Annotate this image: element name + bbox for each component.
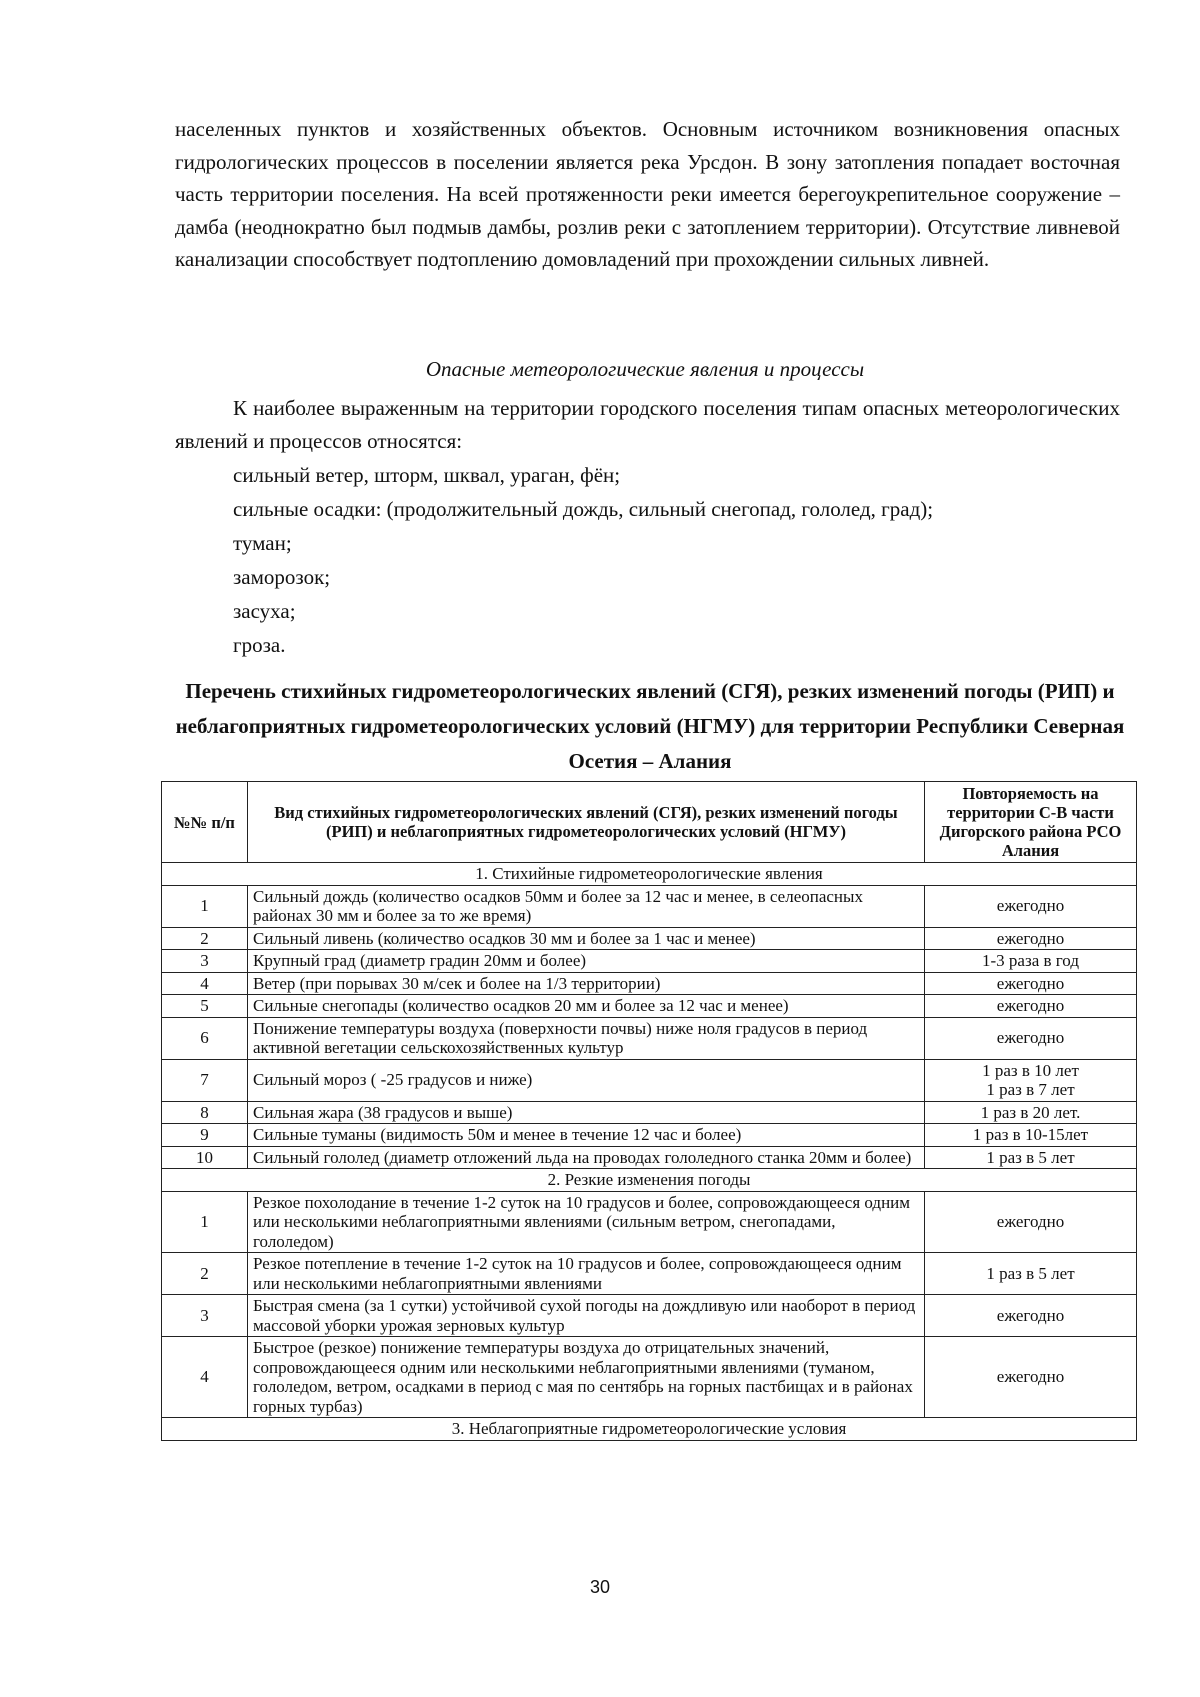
row-description: Быстрое (резкое) понижение температуры воздуха до отрицательных значений, сопровождающееся одним или несколькими неблагоприятными явлениями (туманом, гололедом, ветром, осадками в период с мая по сентябрь на горных пастбищах и в районах горных турбаз) (248, 1337, 925, 1418)
column-header-frequency: Повторяемость на территории С-В части Дигорского района РСО Алания (925, 782, 1137, 863)
row-description: Сильный гололед (диаметр отложений льда на проводах гололедного станка 20мм и более) (248, 1146, 925, 1169)
row-frequency: ежегодно (925, 1017, 1137, 1059)
row-number: 1 (162, 1191, 248, 1253)
table-section-row (162, 1418, 1137, 1441)
table-row (162, 1017, 1137, 1059)
table-row (162, 1191, 1137, 1253)
row-description: Ветер (при порывах 30 м/сек и более на 1/3 территории) (248, 972, 925, 995)
table-row (162, 1101, 1137, 1124)
row-frequency (925, 1059, 1137, 1101)
row-description: Понижение температуры воздуха (поверхности почвы) ниже ноля градусов в период активной вегетации сельскохозяйственных культур (248, 1017, 925, 1059)
hazards-table (161, 781, 1137, 1441)
list-item: сильный ветер, шторм, шквал, ураган, фён; (233, 463, 621, 487)
row-frequency: 1 раз в 5 лет (925, 1146, 1137, 1169)
row-frequency: ежегодно (925, 995, 1137, 1018)
table-section-row (162, 863, 1137, 886)
row-description: Резкое похолодание в течение 1-2 суток на 10 градусов и более, сопровождающееся одним или несколькими неблагоприятными явлениями (сильным ветром, снегопадами, гололедом) (248, 1191, 925, 1253)
row-frequency: ежегодно (925, 972, 1137, 995)
list-item: заморозок; (233, 565, 331, 589)
table-row (162, 1146, 1137, 1169)
hazard-list (233, 458, 933, 662)
row-frequency: ежегодно (925, 1337, 1137, 1418)
table-section-row (162, 1169, 1137, 1192)
list-item: туман; (233, 531, 292, 555)
table-row (162, 995, 1137, 1018)
row-number: 2 (162, 927, 248, 950)
row-number: 6 (162, 1017, 248, 1059)
table-row (162, 972, 1137, 995)
list-item: засуха; (233, 599, 296, 623)
row-description: Резкое потепление в течение 1-2 суток на 10 градусов и более, сопровождающееся одним или несколькими неблагоприятными явлениями (248, 1253, 925, 1295)
section-label: 1. Стихийные гидрометеорологические явления (162, 863, 1137, 886)
body-paragraph: населенных пунктов и хозяйственных объектов. Основным источником возникновения опасных гидрологических процессов в поселении является река Урсдон. В зону затопления попадает восточная часть территории поселения. На всей протяженности реки имеется берегоукрепительное сооружение – дамба (неоднократно был подмыв дамбы, розлив реки с затоплением территории). Отсутствие ливневой канализации способствует подтоплению домовладений при прохождении сильных ливней. (175, 117, 1120, 271)
column-header-number: №№ п/п (162, 782, 248, 863)
row-number: 10 (162, 1146, 248, 1169)
row-description: Сильный мороз ( -25 градусов и ниже) (248, 1059, 925, 1101)
row-frequency: 1 раз в 10-15лет (925, 1124, 1137, 1147)
row-description: Сильная жара (38 градусов и выше) (248, 1101, 925, 1124)
row-frequency: ежегодно (925, 1295, 1137, 1337)
row-number: 4 (162, 972, 248, 995)
row-frequency: ежегодно (925, 1191, 1137, 1253)
row-number: 2 (162, 1253, 248, 1295)
row-description: Быстрая смена (за 1 сутки) устойчивой сухой погоды на дождливую или наоборот в период массовой уборки урожая зерновых культур (248, 1295, 925, 1337)
row-number: 5 (162, 995, 248, 1018)
table-row (162, 1059, 1137, 1101)
table-row (162, 927, 1137, 950)
table-row (162, 1124, 1137, 1147)
table-row (162, 885, 1137, 927)
section-label: 3. Неблагоприятные гидрометеорологические условия (162, 1418, 1137, 1441)
row-number: 3 (162, 1295, 248, 1337)
section-label: 2. Резкие изменения погоды (162, 1169, 1137, 1192)
row-frequency: ежегодно (925, 927, 1137, 950)
row-number: 3 (162, 950, 248, 973)
row-frequency: 1-3 раза в год (925, 950, 1137, 973)
row-number: 1 (162, 885, 248, 927)
row-number: 9 (162, 1124, 248, 1147)
row-number: 8 (162, 1101, 248, 1124)
row-description: Сильные снегопады (количество осадков 20 мм и более за 12 час и менее) (248, 995, 925, 1018)
row-frequency: ежегодно (925, 885, 1137, 927)
row-description: Сильные туманы (видимость 50м и менее в течение 12 час и более) (248, 1124, 925, 1147)
page-number: 30 (589, 1577, 611, 1597)
column-header-kind: Вид стихийных гидрометеорологических явлений (СГЯ), резких изменений погоды (РИП) и неблагоприятных гидрометеорологических условий (НГМУ) (248, 782, 925, 863)
table-header-row (162, 782, 1137, 863)
list-item: сильные осадки: (продолжительный дождь, сильный снегопад, гололед, град); (233, 497, 934, 521)
row-frequency: 1 раз в 5 лет (925, 1253, 1137, 1295)
table-row (162, 950, 1137, 973)
row-frequency: 1 раз в 20 лет. (925, 1101, 1137, 1124)
section-heading: Опасные метеорологические явления и процессы (425, 357, 865, 381)
frequency-line: 1 раз в 7 лет (986, 1080, 1075, 1099)
table-row (162, 1253, 1137, 1295)
row-description: Крупный град (диаметр градин 20мм и более) (248, 950, 925, 973)
frequency-line: 1 раз в 10 лет (982, 1060, 1079, 1080)
row-number: 7 (162, 1059, 248, 1101)
table-row (162, 1337, 1137, 1418)
row-number: 4 (162, 1337, 248, 1418)
table-row (162, 1295, 1137, 1337)
row-description: Сильный ливень (количество осадков 30 мм и более за 1 час и менее) (248, 927, 925, 950)
body-paragraph: К наиболее выраженным на территории городского поселения типам опасных метеорологических явлений и процессов относятся: (175, 396, 1120, 453)
row-description: Сильный дождь (количество осадков 50мм и более за 12 час и менее, в селеопасных районах 30 мм и более за то же время) (248, 885, 925, 927)
table-title: Перечень стихийных гидрометеорологических явлений (СГЯ), резких изменений погоды (РИП) и неблагоприятных гидрометеорологических условий (НГМУ) для территории Республики Северная Осетия – Алания (175, 679, 1125, 773)
list-item: гроза. (233, 633, 286, 657)
